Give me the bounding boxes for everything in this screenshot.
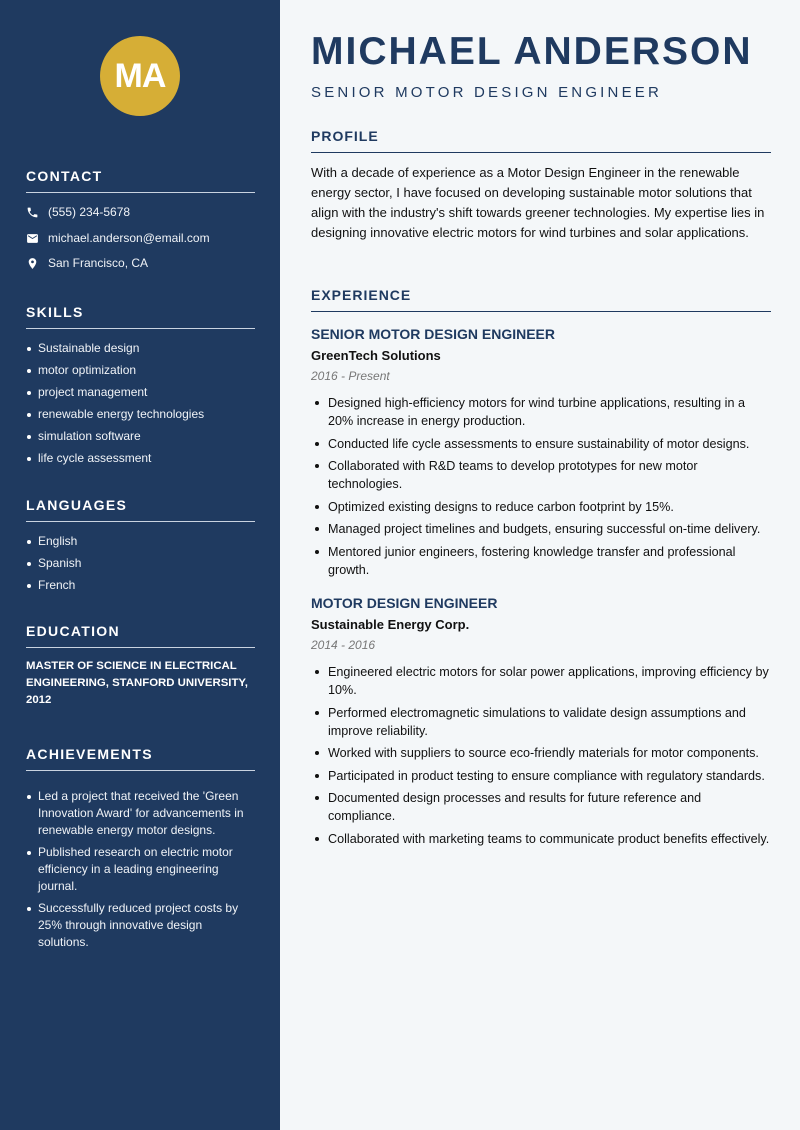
job-dates: 2014 - 2016 — [311, 638, 376, 652]
phone-text: (555) 234-5678 — [48, 205, 131, 219]
language-item: Spanish — [26, 555, 256, 572]
skill-item: life cycle assessment — [26, 450, 256, 467]
job-entry — [311, 595, 771, 852]
job-bullet: Conducted life cycle assessments to ensure sustainability of motor designs. — [311, 435, 771, 453]
job-bullets — [311, 394, 771, 579]
job-bullet: Collaborated with R&D teams to develop prototypes for new motor technologies. — [311, 457, 771, 493]
job-title: SENIOR MOTOR DESIGN ENGINEER — [311, 326, 555, 342]
job-bullet: Participated in product testing to ensure compliance with regulatory standards. — [311, 767, 771, 785]
job-bullets — [311, 663, 771, 848]
job-bullet: Optimized existing designs to reduce carbon footprint by 15%. — [311, 498, 771, 516]
job-title: MOTOR DESIGN ENGINEER — [311, 595, 498, 611]
skill-item: renewable energy technologies — [26, 406, 256, 423]
contact-heading: CONTACT — [26, 168, 255, 193]
sidebar — [0, 0, 280, 1130]
location-pin-icon — [26, 257, 39, 270]
job-dates: 2016 - Present — [311, 369, 390, 383]
experience-heading: EXPERIENCE — [311, 287, 771, 312]
achievements-heading: ACHIEVEMENTS — [26, 746, 255, 771]
profile-text: With a decade of experience as a Motor Design Engineer in the renewable energy sector, I have focused on developing sustainable motor solutions that align with the industry's shift towards greener technologies. My expertise lies in designing innovative electric motors for wind turbines and solar applications. — [311, 165, 765, 240]
skill-item: motor optimization — [26, 362, 256, 379]
job-bullet: Designed high-efficiency motors for wind turbine applications, resulting in a 20% increase in energy production. — [311, 394, 771, 430]
job-company: Sustainable Energy Corp. — [311, 617, 470, 632]
contact-phone — [26, 205, 130, 219]
job-bullet: Managed project timelines and budgets, ensuring successful on-time delivery. — [311, 520, 771, 538]
education-text: MASTER OF SCIENCE IN ELECTRICAL ENGINEERING, STANFORD UNIVERSITY, 2012 — [26, 660, 248, 706]
job-bullet: Performed electromagnetic simulations to validate design assumptions and improve reliability. — [311, 704, 771, 740]
skills-list — [26, 340, 256, 467]
skill-item: simulation software — [26, 428, 256, 445]
skills-heading: SKILLS — [26, 304, 255, 329]
job-bullet: Worked with suppliers to source eco-friendly materials for motor components. — [311, 744, 771, 762]
job-bullet: Engineered electric motors for solar power applications, improving efficiency by 10%. — [311, 663, 771, 699]
skill-item: project management — [26, 384, 256, 401]
location-text: San Francisco, CA — [48, 256, 149, 270]
candidate-name: MICHAEL ANDERSON — [311, 30, 753, 73]
skill-item: Sustainable design — [26, 340, 256, 357]
email-icon — [26, 232, 39, 245]
avatar: MA — [100, 36, 180, 116]
job-bullet: Collaborated with marketing teams to communicate product benefits effectively. — [311, 830, 771, 848]
job-bullet: Documented design processes and results for future reference and compliance. — [311, 789, 771, 825]
email-text: michael.anderson@email.com — [48, 231, 210, 245]
phone-icon — [26, 206, 39, 219]
job-entry — [311, 326, 771, 583]
language-item: English — [26, 533, 256, 550]
contact-location — [26, 256, 148, 270]
education-heading: EDUCATION — [26, 623, 255, 648]
candidate-title: SENIOR MOTOR DESIGN ENGINEER — [311, 84, 663, 101]
contact-email — [26, 231, 210, 245]
achievement-item: Successfully reduced project costs by 25% through innovative design solutions. — [26, 900, 254, 951]
language-item: French — [26, 577, 256, 594]
achievement-item: Published research on electric motor efficiency in a leading engineering journal. — [26, 844, 254, 895]
job-company: GreenTech Solutions — [311, 348, 441, 363]
job-bullet: Mentored junior engineers, fostering knowledge transfer and professional growth. — [311, 543, 771, 579]
achievement-item: Led a project that received the 'Green Innovation Award' for advancements in renewable energy motor designs. — [26, 788, 254, 839]
achievements-list — [26, 788, 254, 951]
languages-list — [26, 533, 256, 594]
languages-heading: LANGUAGES — [26, 497, 255, 522]
profile-heading: PROFILE — [311, 128, 771, 153]
